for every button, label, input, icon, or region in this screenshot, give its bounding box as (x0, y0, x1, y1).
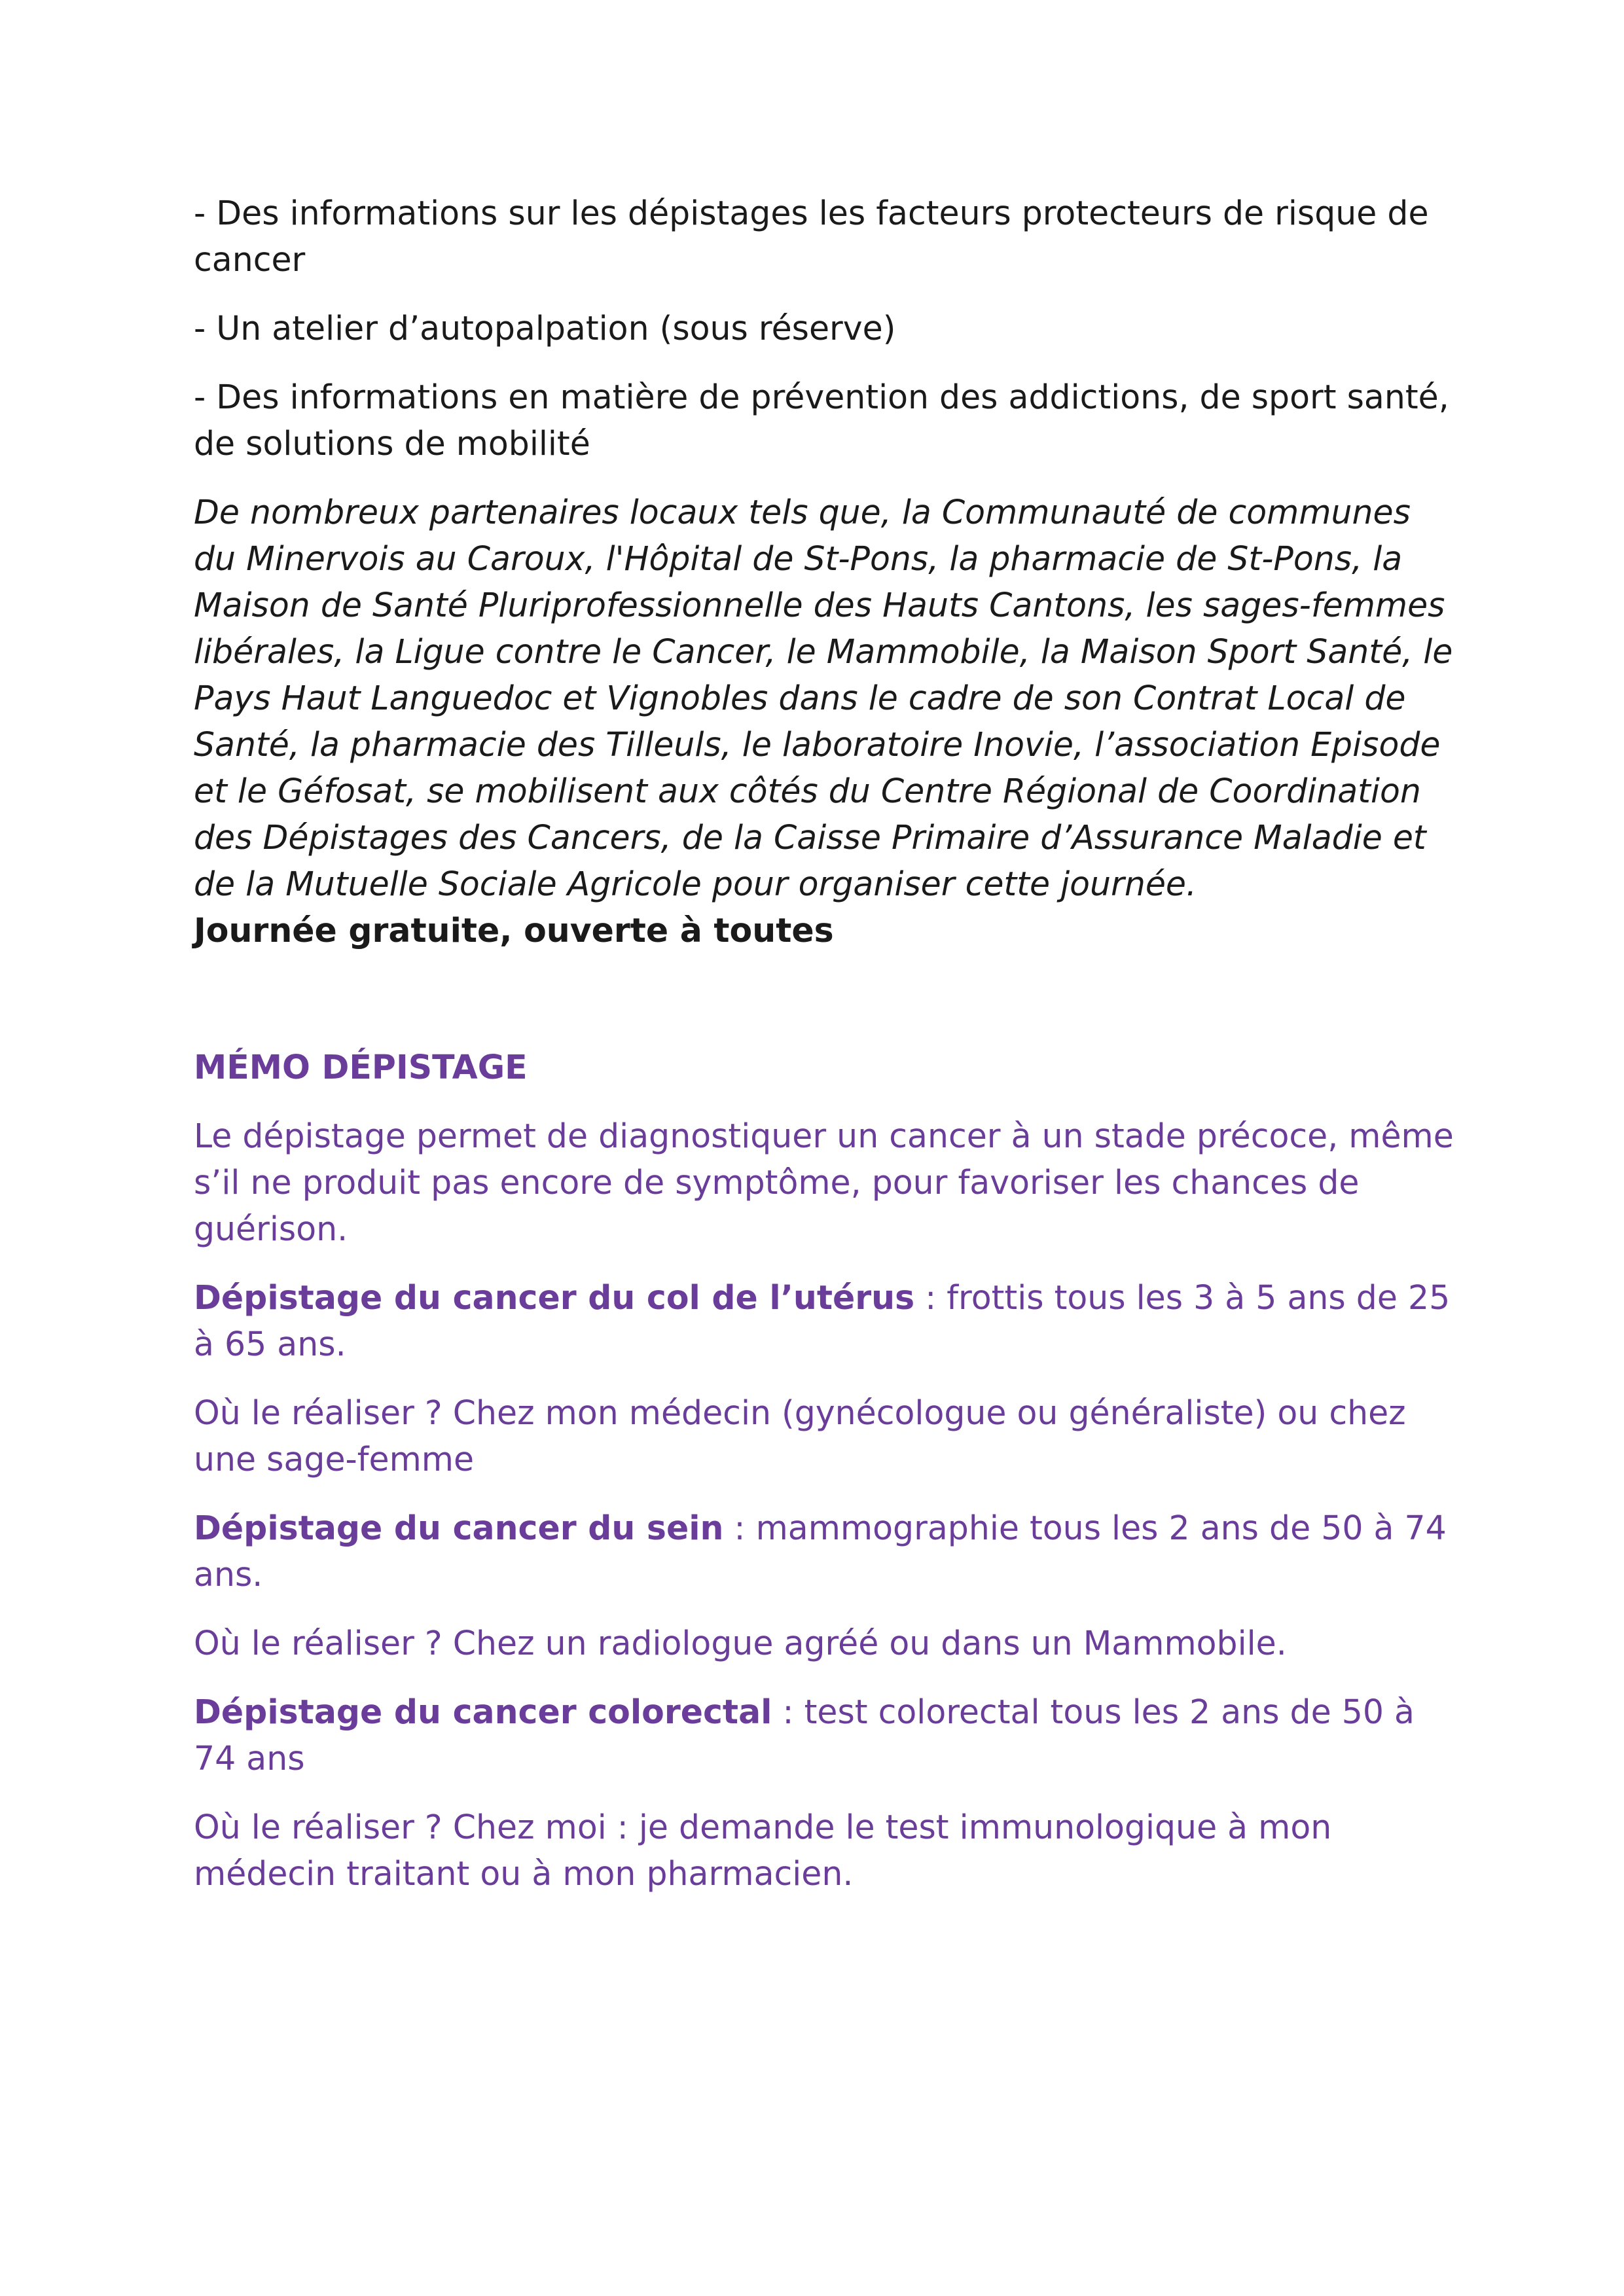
free-day-notice: Journée gratuite, ouverte à toutes (194, 911, 834, 950)
list-item: - Un atelier d’autopalpation (sous réserve) (194, 309, 896, 348)
cervical-screening-label: Dépistage du cancer du col de l’utérus (194, 1278, 915, 1317)
breast-screening-text: : mammographie tous les 2 ans de 50 à 74 ans. (194, 1509, 1447, 1594)
cervical-where: Où le réaliser ? Chez mon médecin (gynécologue ou généraliste) ou chez une sage-femme (194, 1393, 1406, 1479)
colorectal-where: Où le réaliser ? Chez moi : je demande le test immunologique à mon médecin traitant ou à mon pharmacien. (194, 1808, 1332, 1893)
memo-title: MÉMO DÉPISTAGE (194, 1048, 528, 1086)
document-page (194, 190, 1457, 1919)
partners-paragraph: De nombreux partenaires locaux tels que, la Communauté de communes du Minervois au Caroux, l'Hôpital de St-Pons, la pharmacie de St-Pons, la Maison de Santé Pluriprofessionnelle des Hauts Cantons, les sages-femmes libérales, la Ligue contre le Cancer, le Mammobile, la Maison Sport Santé, le Pays Haut Languedoc et Vignobles dans le cadre de son Contrat Local de Santé, la pharmacie des Tilleuls, le laboratoire Inovie, l’association Episode et le Géfosat, se mobilisent aux côtés du Centre Régional de Coordination des Dépistages des Cancers, de la Caisse Primaire d’Assurance Maladie et de la Mutuelle Sociale Agricole pour organiser cette journée. (194, 493, 1453, 903)
list-item: - Des informations sur les dépistages les facteurs protecteurs de risque de cancer (194, 194, 1429, 279)
breast-screening-label: Dépistage du cancer du sein (194, 1509, 724, 1547)
list-item: - Des informations en matière de prévention des addictions, de sport santé, de solutions de mobilité (194, 378, 1449, 463)
breast-screening (194, 1505, 1457, 1598)
cervical-screening-text: : frottis tous les 3 à 5 ans de 25 à 65 ans. (194, 1278, 1451, 1363)
memo-intro: Le dépistage permet de diagnostiquer un cancer à un stade précoce, même s’il ne produit pas encore de symptôme, pour favoriser les chances de guérison. (194, 1117, 1454, 1248)
colorectal-screening-label: Dépistage du cancer colorectal (194, 1693, 772, 1731)
info-list (194, 190, 1457, 467)
memo-section (194, 1044, 1457, 1897)
cervical-screening (194, 1274, 1457, 1367)
colorectal-screening (194, 1689, 1457, 1782)
colorectal-screening-text: : test colorectal tous les 2 ans de 50 à 74 ans (194, 1693, 1415, 1778)
breast-where: Où le réaliser ? Chez un radiologue agréé ou dans un Mammobile. (194, 1624, 1287, 1662)
